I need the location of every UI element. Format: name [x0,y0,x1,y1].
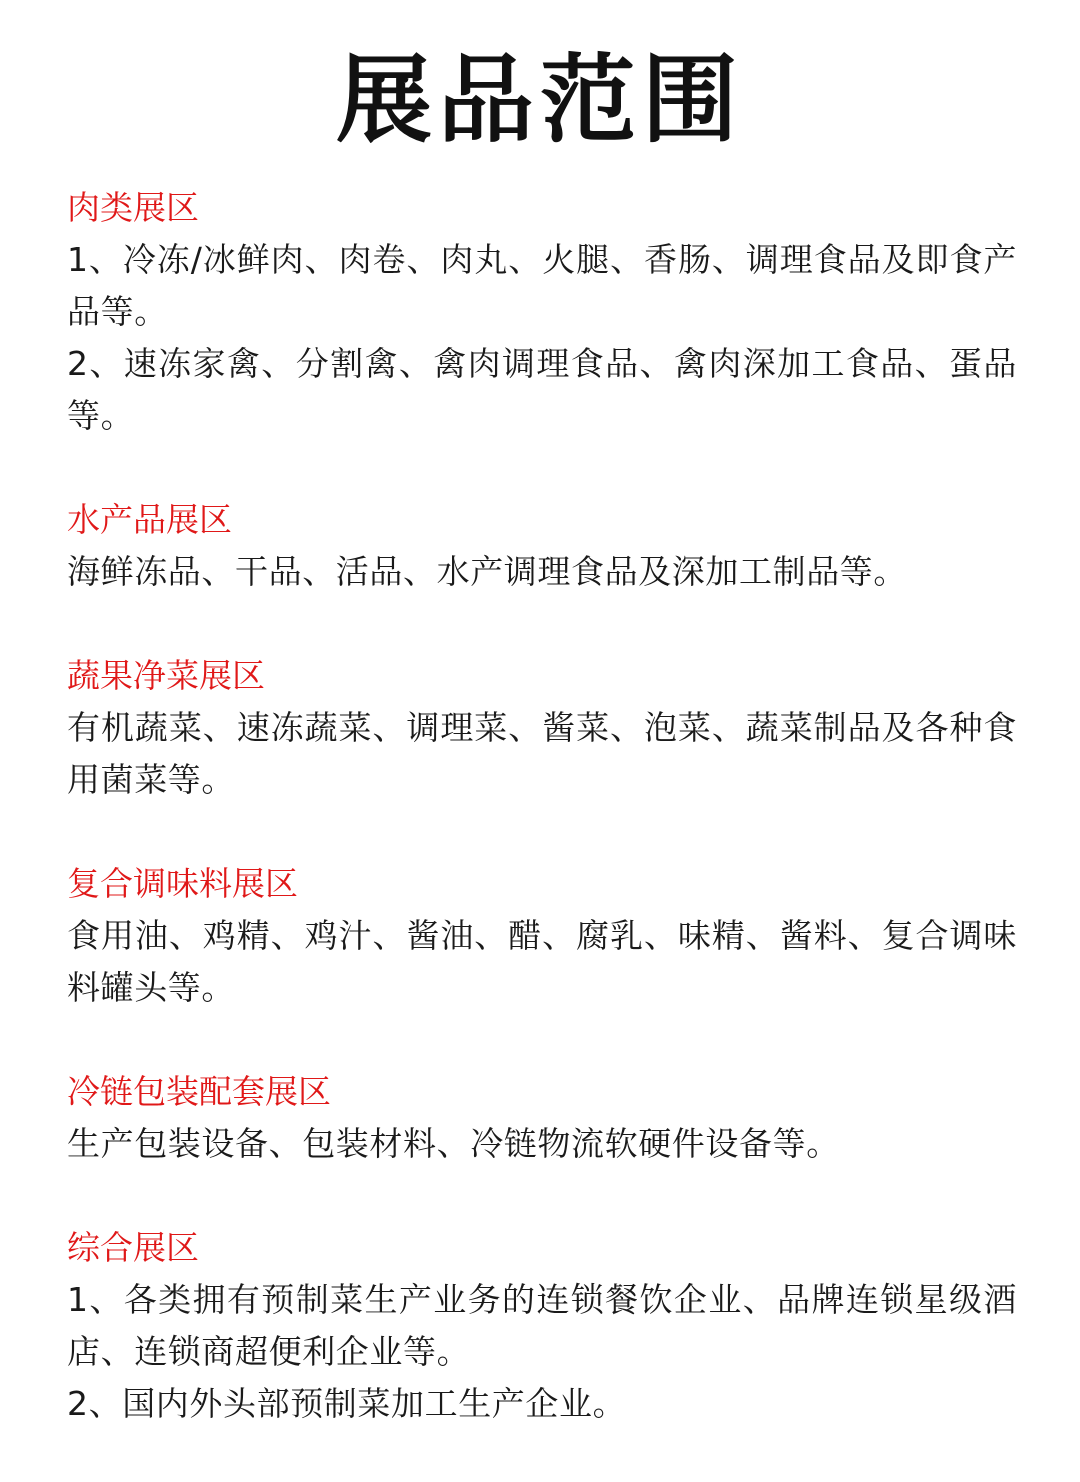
section-title: 综合展区 [67,1228,199,1267]
section-general [67,1222,1017,1430]
page-title: 展品范围 [336,43,744,156]
section-title: 复合调味料展区 [67,864,298,903]
section-paragraph: 1、冷冻/冰鲜肉、肉卷、肉丸、火腿、香肠、调理食品及即食产品等。 [67,240,1017,331]
section-paragraph: 有机蔬菜、速冻蔬菜、调理菜、酱菜、泡菜、蔬菜制品及各种食用菌菜等。 [67,708,1017,799]
content-area [67,182,1017,1482]
section-paragraph: 2、速冻家禽、分割禽、禽肉调理食品、禽肉深加工食品、蛋品等。 [67,344,1017,435]
section-meat [67,182,1017,442]
section-vegetables [67,650,1017,806]
section-paragraph: 2、国内外头部预制菜加工生产企业。 [67,1384,627,1423]
section-paragraph: 海鲜冻品、干品、活品、水产调理食品及深加工制品等。 [67,552,907,591]
section-title: 冷链包装配套展区 [67,1072,331,1111]
section-title: 水产品展区 [67,500,232,539]
section-seasoning [67,858,1017,1014]
section-packaging [67,1066,1017,1170]
section-paragraph: 食用油、鸡精、鸡汁、酱油、醋、腐乳、味精、酱料、复合调味料罐头等。 [67,916,1017,1007]
section-title: 肉类展区 [67,188,199,227]
section-title: 蔬果净菜展区 [67,656,265,695]
section-paragraph: 1、各类拥有预制菜生产业务的连锁餐饮企业、品牌连锁星级酒店、连锁商超便利企业等。 [67,1280,1017,1371]
section-aquatic [67,494,1017,598]
section-paragraph: 生产包装设备、包装材料、冷链物流软硬件设备等。 [67,1124,840,1163]
